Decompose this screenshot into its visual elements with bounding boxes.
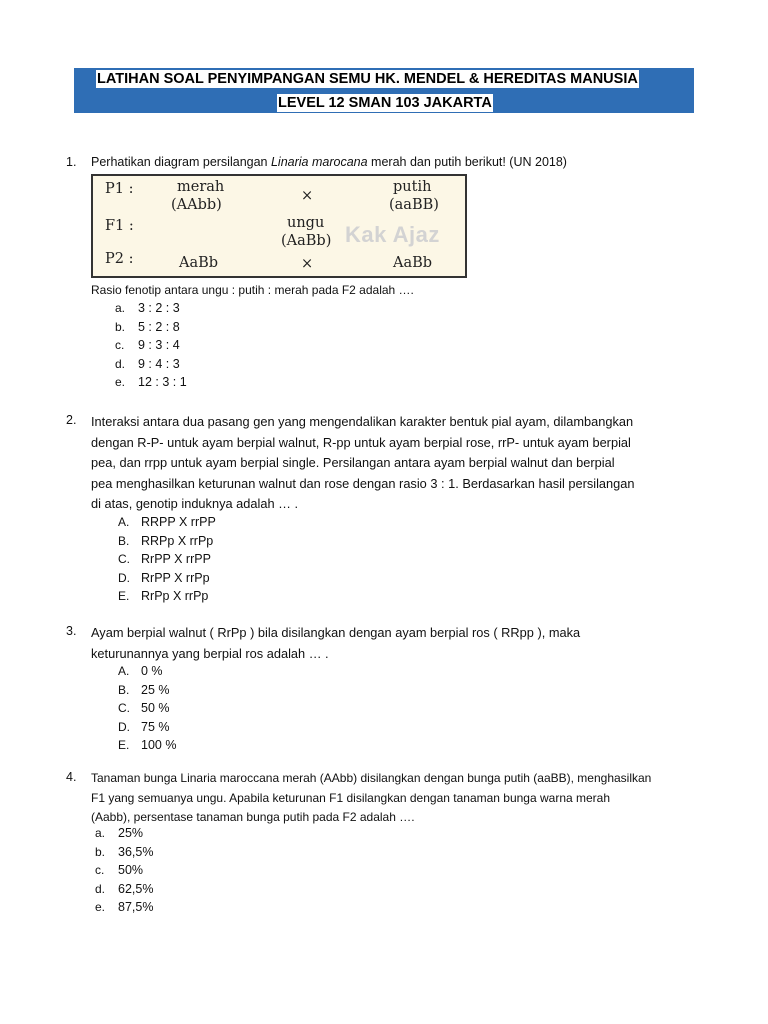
q1-text-suffix: merah dan putih berikut! (UN 2018) [367,155,567,169]
q2-text [91,412,701,515]
p1-left-name: merah [177,179,225,195]
option-text: 0 % [141,664,163,678]
option-text: 75 % [141,719,170,734]
q4-text-line: Tanaman bunga Linaria maroccana merah (AAbb) disilangkan dengan bunga putih (aaBB), menghasilkan [91,771,652,785]
option-text: 3 : 2 : 3 [138,301,180,315]
option-letter: E. [118,589,130,603]
q4-number: 4. [66,770,77,784]
option-text: 62,5% [118,881,154,896]
p2-left: AaBb [179,255,219,271]
option-text: RRPp X rrPp [141,533,214,548]
option-text: 87,5% [118,900,154,914]
f1-genotype: (AaBb) [281,233,332,249]
option-letter: c. [95,863,105,877]
p1-left-genotype: (AAbb) [171,197,222,213]
option-letter: C. [118,701,130,715]
f1-name: ungu [287,215,325,231]
q1-species: Linaria marocana [270,155,368,169]
q2-text-line: pea menghasilkan keturunan walnut dan rose dengan rasio 3 : 1. Berdasarkan hasil persilangan [91,475,635,491]
q3-number: 3. [66,624,77,638]
watermark: Kak Ajaz [345,222,440,247]
q1-text-prefix: Perhatikan diagram persilangan [91,155,271,169]
option-text: 25% [118,826,144,840]
option-letter: c. [115,338,125,352]
q2-text-line: dengan R-P- untuk ayam berpial walnut, R-pp untuk ayam berpial rose, rrP- untuk ayam berpial [91,434,631,450]
p1-cross-symbol: × [301,188,314,204]
option-text: 50% [118,863,144,877]
option-text: RrPp X rrPp [141,589,209,603]
header-subtitle: LEVEL 12 SMAN 103 JAKARTA [278,95,492,111]
q1-text [91,155,567,170]
q3-text-line: keturunannya yang berpial ros adalah … . [91,645,329,661]
option-letter: D. [118,570,130,585]
option-letter: d. [95,881,106,896]
option-letter: B. [118,682,130,697]
q2-number: 2. [66,413,77,427]
option-text: RrPP X rrPP [141,552,211,566]
q4-text-line: F1 yang semuanya ungu. Apabila keturunan F1 disilangkan dengan tanaman bunga warna merah [91,790,611,805]
option-text: 25 % [141,682,170,697]
q1-number: 1. [66,155,77,169]
option-text: 9 : 3 : 4 [138,338,180,352]
p1-label: P1 : [105,181,134,197]
option-text: 100 % [141,738,177,752]
cross-diagram [91,174,467,278]
option-letter: e. [115,375,126,389]
option-letter: b. [95,844,106,859]
q2-text-line: pea, dan rrpp untuk ayam berpial single. Persilangan antara ayam berpial walnut dan berpial [91,455,615,470]
option-letter: E. [118,738,130,752]
q2-text-line: Interaksi antara dua pasang gen yang mengendalikan karakter bentuk pial ayam, dilambangkan [91,414,634,429]
option-letter: D. [118,719,130,734]
p2-cross-symbol: × [301,256,314,272]
option-text: 50 % [141,701,170,715]
option-text: 9 : 4 : 3 [138,356,180,371]
q1-question: Rasio fenotip antara ungu : putih : merah pada F2 adalah …. [91,283,414,297]
p1-right-name: putih [393,179,432,195]
option-letter: e. [95,900,106,914]
option-text: RRPP X rrPP [141,515,216,529]
option-letter: A. [118,664,130,678]
option-text: 36,5% [118,844,154,859]
header-title: LATIHAN SOAL PENYIMPANGAN SEMU HK. MENDEL & HEREDITAS MANUSIA [97,71,638,87]
q3-text-line: Ayam berpial walnut ( RrPp ) bila disilangkan dengan ayam berpial ros ( RRpp ), maka [91,625,581,640]
option-text: RrPP X rrPp [141,570,210,585]
f1-label: F1 : [105,218,134,234]
option-text: 5 : 2 : 8 [138,319,180,334]
option-letter: d. [115,356,126,371]
option-letter: C. [118,552,130,566]
option-letter: B. [118,533,130,548]
q2-text-line: di atas, genotip induknya adalah … . [91,496,299,511]
p2-right: AaBb [393,255,433,271]
q4-text-line: (Aabb), persentase tanaman bunga putih pada F2 adalah …. [91,810,415,824]
option-letter: a. [95,826,106,840]
option-letter: a. [115,301,126,315]
option-text: 12 : 3 : 1 [138,375,187,389]
q3-text [91,623,580,664]
option-letter: b. [115,319,126,334]
q4-text [91,769,651,828]
p2-label: P2 : [105,251,134,267]
p1-right-genotype: (aaBB) [389,197,439,213]
option-letter: A. [118,515,130,529]
